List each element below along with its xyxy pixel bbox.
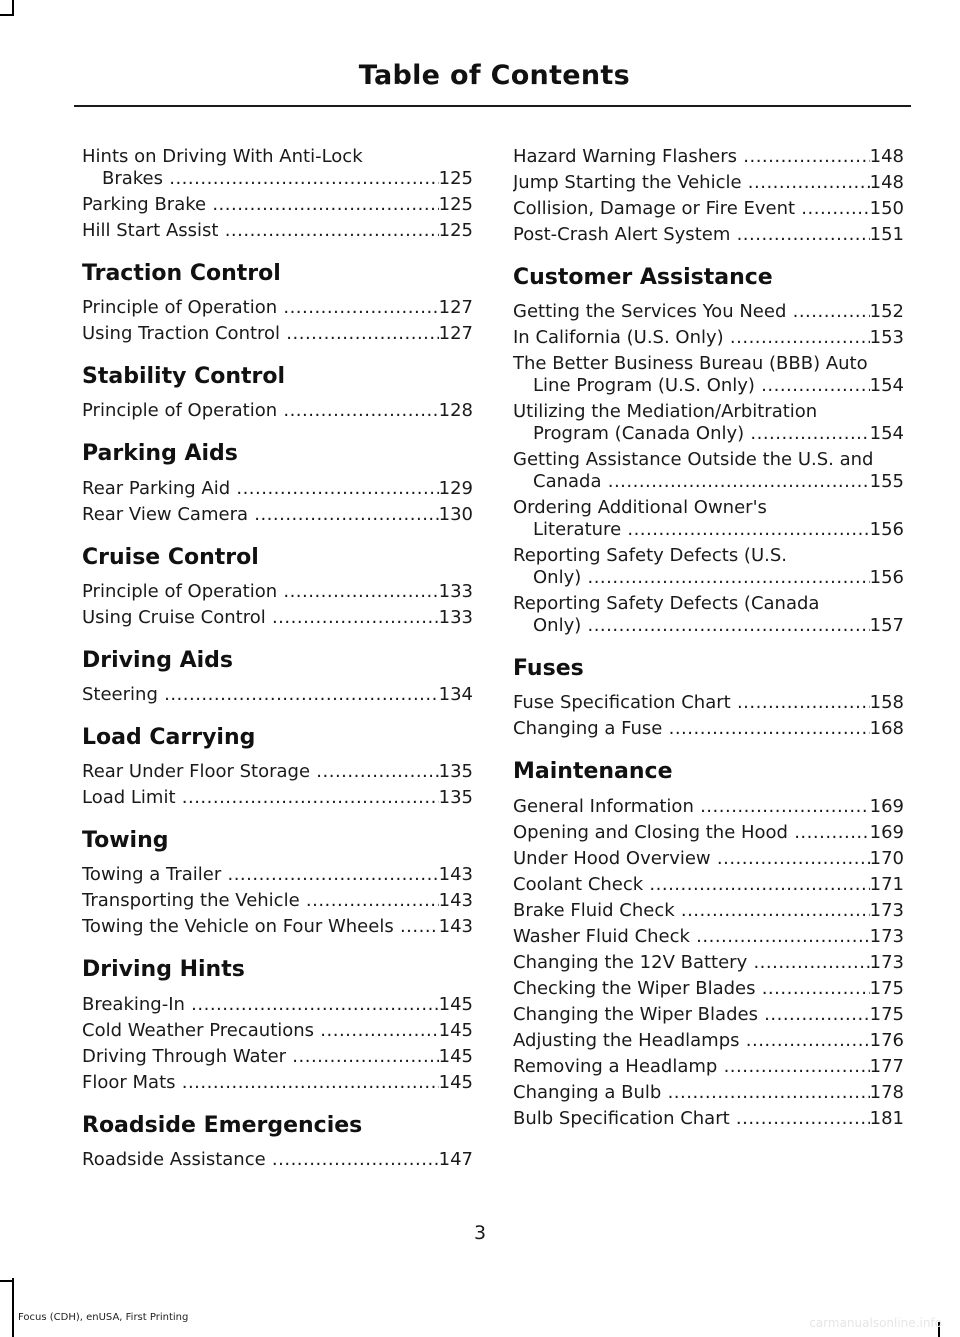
toc-entry[interactable] bbox=[513, 952, 904, 974]
toc-right-column bbox=[513, 146, 904, 1134]
toc-entry[interactable] bbox=[82, 581, 473, 603]
toc-entry[interactable] bbox=[513, 146, 904, 168]
toc-entry-title: Checking the Wiper Blades ..... bbox=[513, 978, 870, 1000]
toc-entry-title: Hill Start Assist ..... bbox=[82, 220, 439, 242]
page-title: Table of Contents bbox=[358, 60, 630, 91]
toc-entry-title: Steering ..... bbox=[82, 684, 439, 706]
toc-entry-title: Rear Parking Aid ..... bbox=[82, 478, 439, 500]
toc-entry-page: 151 bbox=[869, 224, 904, 245]
toc-entry-page: 135 bbox=[438, 761, 473, 783]
toc-entry[interactable] bbox=[513, 1082, 904, 1104]
crop-mark-bottom-left bbox=[12, 1278, 14, 1337]
toc-entry[interactable] bbox=[82, 890, 473, 912]
toc-entry-page: 157 bbox=[869, 615, 904, 637]
toc-entry-title: Collision, Damage or Fire Event ..... bbox=[513, 198, 870, 220]
toc-entry-title: Cold Weather Precautions ..... bbox=[82, 1020, 439, 1042]
toc-entry[interactable] bbox=[513, 718, 904, 740]
toc-entry-page: 143 bbox=[438, 916, 473, 938]
toc-entry-title-line1: Ordering Additional Owner's bbox=[513, 497, 767, 519]
toc-entry-page: 181 bbox=[869, 1107, 904, 1129]
toc-entry-page: 169 bbox=[869, 795, 904, 817]
toc-entry-page: 133 bbox=[438, 606, 473, 628]
toc-entry-title: Literature ..... bbox=[533, 519, 870, 541]
toc-entry-title: Getting the Services You Need ..... bbox=[513, 301, 870, 323]
toc-entry-page: 145 bbox=[438, 1045, 473, 1067]
edition-label: Focus (CDH), enUSA, First Printing bbox=[18, 1312, 189, 1323]
toc-entry[interactable] bbox=[82, 194, 473, 216]
section-heading: Towing bbox=[82, 828, 169, 854]
toc-entry-title: Roadside Assistance ..... bbox=[82, 1149, 439, 1171]
toc-entry-title: In California (U.S. Only) ..... bbox=[513, 327, 870, 349]
toc-entry[interactable] bbox=[513, 198, 904, 220]
toc-entry-title: Driving Through Water ..... bbox=[82, 1046, 439, 1068]
toc-entry-title: Changing the 12V Battery ..... bbox=[513, 952, 870, 974]
toc-entry[interactable] bbox=[82, 916, 473, 938]
toc-entry-page: 173 bbox=[869, 951, 904, 973]
toc-entry-title: Only) ..... bbox=[533, 567, 870, 589]
toc-left-column bbox=[82, 146, 473, 1175]
toc-entry-page: 125 bbox=[438, 220, 473, 241]
toc-entry-title: Brakes ..... bbox=[102, 168, 439, 190]
toc-entry[interactable] bbox=[513, 172, 904, 194]
page-number: 3 bbox=[473, 1222, 487, 1244]
toc-entry-title: Parking Brake ..... bbox=[82, 194, 439, 216]
toc-entry[interactable] bbox=[513, 301, 904, 323]
toc-entry[interactable] bbox=[513, 692, 904, 714]
toc-entry-title: Adjusting the Headlamps ..... bbox=[513, 1030, 870, 1052]
toc-entry[interactable] bbox=[82, 607, 473, 629]
toc-entry-title: Washer Fluid Check ..... bbox=[513, 926, 870, 948]
toc-entry-page: 129 bbox=[438, 477, 473, 499]
section-heading: Roadside Emergencies bbox=[82, 1112, 363, 1138]
toc-entry-title: Line Program (U.S. Only) ..... bbox=[533, 375, 870, 397]
toc-entry-page: 135 bbox=[438, 787, 473, 809]
toc-entry[interactable] bbox=[513, 1030, 904, 1052]
toc-entry-title: Changing a Fuse ..... bbox=[513, 718, 870, 740]
toc-entry[interactable] bbox=[513, 545, 904, 589]
toc-entry[interactable] bbox=[82, 146, 473, 190]
toc-entry-title: Bulb Specification Chart ..... bbox=[513, 1108, 870, 1130]
section-heading: Fuses bbox=[513, 656, 584, 682]
toc-entry-page: 134 bbox=[438, 683, 473, 705]
section-heading: Traction Control bbox=[82, 261, 281, 286]
toc-entry-title: Changing a Bulb ..... bbox=[513, 1082, 870, 1104]
toc-entry[interactable] bbox=[513, 224, 904, 246]
toc-entry[interactable] bbox=[82, 504, 473, 526]
toc-entry-page: 153 bbox=[869, 327, 904, 349]
toc-entry-title-line1: Reporting Safety Defects (Canada bbox=[513, 593, 820, 615]
toc-entry-page: 133 bbox=[438, 580, 473, 602]
section-heading: Driving Hints bbox=[82, 957, 245, 983]
toc-entry-title-line1: The Better Business Bureau (BBB) Auto bbox=[513, 353, 868, 375]
toc-entry-page: 169 bbox=[869, 821, 904, 843]
toc-entry-page: 156 bbox=[869, 519, 904, 541]
toc-entry[interactable] bbox=[82, 1149, 473, 1171]
section-heading: Stability Control bbox=[82, 364, 286, 390]
toc-entry-page: 177 bbox=[869, 1055, 904, 1077]
toc-entry-page: 125 bbox=[438, 194, 473, 215]
toc-entry-title: Rear View Camera ..... bbox=[82, 504, 439, 526]
toc-entry-title-line1: Hints on Driving With Anti-Lock bbox=[82, 146, 363, 167]
toc-entry-title: Canada ..... bbox=[533, 471, 870, 493]
toc-entry-title: Using Cruise Control ..... bbox=[82, 607, 439, 629]
section-heading: Customer Assistance bbox=[513, 265, 773, 290]
toc-entry[interactable] bbox=[513, 449, 904, 493]
section-heading: Driving Aids bbox=[82, 647, 234, 673]
toc-entry-page: 148 bbox=[869, 172, 904, 193]
toc-entry-page: 154 bbox=[869, 375, 904, 397]
toc-entry[interactable] bbox=[513, 497, 904, 541]
section-heading: Cruise Control bbox=[82, 544, 259, 570]
crop-mark-bottom-left-h bbox=[0, 1280, 14, 1282]
toc-entry-title: Opening and Closing the Hood ..... bbox=[513, 822, 870, 844]
toc-entry[interactable] bbox=[82, 297, 473, 319]
toc-entry-title: Towing a Trailer ..... bbox=[82, 864, 439, 886]
toc-entry-title: Fuse Specification Chart ..... bbox=[513, 692, 870, 714]
toc-entry[interactable] bbox=[513, 796, 904, 818]
toc-entry-title: Breaking-In ..... bbox=[82, 994, 439, 1016]
toc-entry-page: 156 bbox=[869, 567, 904, 589]
toc-entry-page: 150 bbox=[869, 198, 904, 219]
toc-entry-title: Removing a Headlamp ..... bbox=[513, 1056, 870, 1078]
toc-entry-title: Jump Starting the Vehicle ..... bbox=[513, 172, 870, 194]
toc-entry[interactable] bbox=[513, 1108, 904, 1130]
toc-entry-title: Coolant Check ..... bbox=[513, 874, 870, 896]
toc-entry-title: Changing the Wiper Blades ..... bbox=[513, 1004, 870, 1026]
toc-entry-page: 145 bbox=[438, 993, 473, 1015]
toc-entry[interactable] bbox=[82, 994, 473, 1016]
toc-entry-title: Post-Crash Alert System ..... bbox=[513, 224, 870, 246]
toc-entry-title: Principle of Operation ..... bbox=[82, 297, 439, 319]
toc-entry[interactable] bbox=[513, 848, 904, 870]
toc-entry[interactable] bbox=[513, 353, 904, 397]
toc-entry[interactable] bbox=[82, 1072, 473, 1094]
toc-entry-page: 171 bbox=[869, 873, 904, 895]
toc-entry[interactable] bbox=[82, 684, 473, 706]
toc-entry-page: 168 bbox=[869, 718, 904, 740]
toc-entry-title: Program (Canada Only) ..... bbox=[533, 423, 870, 445]
toc-entry-page: 170 bbox=[869, 847, 904, 869]
toc-entry[interactable] bbox=[513, 327, 904, 349]
toc-entry[interactable] bbox=[82, 400, 473, 422]
toc-entry[interactable] bbox=[82, 1020, 473, 1042]
toc-entry-title: Hazard Warning Flashers ..... bbox=[513, 146, 870, 168]
toc-entry[interactable] bbox=[513, 926, 904, 948]
toc-entry-page: 175 bbox=[869, 977, 904, 999]
toc-entry-page: 152 bbox=[869, 301, 904, 323]
toc-entry-title-line1: Utilizing the Mediation/Arbitration bbox=[513, 401, 818, 423]
toc-entry-page: 125 bbox=[438, 168, 473, 189]
section-heading: Load Carrying bbox=[82, 724, 256, 750]
toc-entry[interactable] bbox=[513, 1056, 904, 1078]
toc-entry[interactable] bbox=[513, 978, 904, 1000]
toc-entry[interactable] bbox=[513, 401, 904, 445]
toc-entry-title: Using Traction Control ..... bbox=[82, 323, 439, 345]
toc-entry[interactable] bbox=[82, 787, 473, 809]
toc-entry-page: 145 bbox=[438, 1071, 473, 1093]
toc-entry-title: General Information ..... bbox=[513, 796, 870, 818]
toc-entry-title-line1: Getting Assistance Outside the U.S. and bbox=[513, 449, 874, 471]
toc-entry[interactable] bbox=[513, 1004, 904, 1026]
toc-entry-title: Load Limit ..... bbox=[82, 787, 439, 809]
toc-entry-page: 143 bbox=[438, 890, 473, 912]
toc-entry-page: 148 bbox=[869, 146, 904, 167]
toc-entry-page: 175 bbox=[869, 1003, 904, 1025]
toc-entry-page: 127 bbox=[438, 323, 473, 345]
watermark: carmanualsonline.info bbox=[809, 1316, 942, 1330]
toc-entry-title: Towing the Vehicle on Four Wheels ..... bbox=[82, 916, 439, 938]
toc-entry[interactable] bbox=[513, 900, 904, 922]
toc-entry-title: Principle of Operation ..... bbox=[82, 581, 439, 603]
toc-entry-page: 130 bbox=[438, 503, 473, 525]
toc-entry-page: 128 bbox=[438, 400, 473, 422]
toc-entry-page: 173 bbox=[869, 925, 904, 947]
toc-entry-title: Only) ..... bbox=[533, 615, 870, 637]
toc-entry[interactable] bbox=[82, 220, 473, 242]
toc-entry-page: 158 bbox=[869, 692, 904, 714]
toc-entry[interactable] bbox=[513, 874, 904, 896]
toc-entry[interactable] bbox=[82, 1046, 473, 1068]
toc-entry-title: Brake Fluid Check ..... bbox=[513, 900, 870, 922]
toc-entry-page: 173 bbox=[869, 899, 904, 921]
toc-entry-page: 147 bbox=[438, 1148, 473, 1170]
crop-mark-top-left-h bbox=[0, 14, 14, 16]
toc-entry-page: 154 bbox=[869, 423, 904, 445]
toc-entry-page: 145 bbox=[438, 1019, 473, 1041]
toc-entry-page: 143 bbox=[438, 864, 473, 886]
toc-entry-page: 178 bbox=[869, 1081, 904, 1103]
toc-entry-title: Floor Mats ..... bbox=[82, 1072, 439, 1094]
section-heading: Maintenance bbox=[513, 759, 673, 785]
toc-entry[interactable] bbox=[82, 761, 473, 783]
toc-entry[interactable] bbox=[513, 593, 904, 637]
toc-entry[interactable] bbox=[82, 323, 473, 345]
toc-entry[interactable] bbox=[513, 822, 904, 844]
header-rule bbox=[74, 105, 911, 107]
toc-entry-title: Transporting the Vehicle ..... bbox=[82, 890, 439, 912]
toc-entry[interactable] bbox=[82, 478, 473, 500]
toc-entry-title: Principle of Operation ..... bbox=[82, 400, 439, 422]
toc-entry-page: 155 bbox=[869, 471, 904, 493]
toc-entry-page: 127 bbox=[438, 297, 473, 319]
toc-entry-page: 176 bbox=[869, 1029, 904, 1051]
section-heading: Parking Aids bbox=[82, 441, 238, 467]
toc-entry[interactable] bbox=[82, 864, 473, 886]
toc-entry-title: Under Hood Overview ..... bbox=[513, 848, 870, 870]
toc-entry-title: Rear Under Floor Storage ..... bbox=[82, 761, 439, 783]
toc-entry-title-line1: Reporting Safety Defects (U.S. bbox=[513, 545, 787, 567]
